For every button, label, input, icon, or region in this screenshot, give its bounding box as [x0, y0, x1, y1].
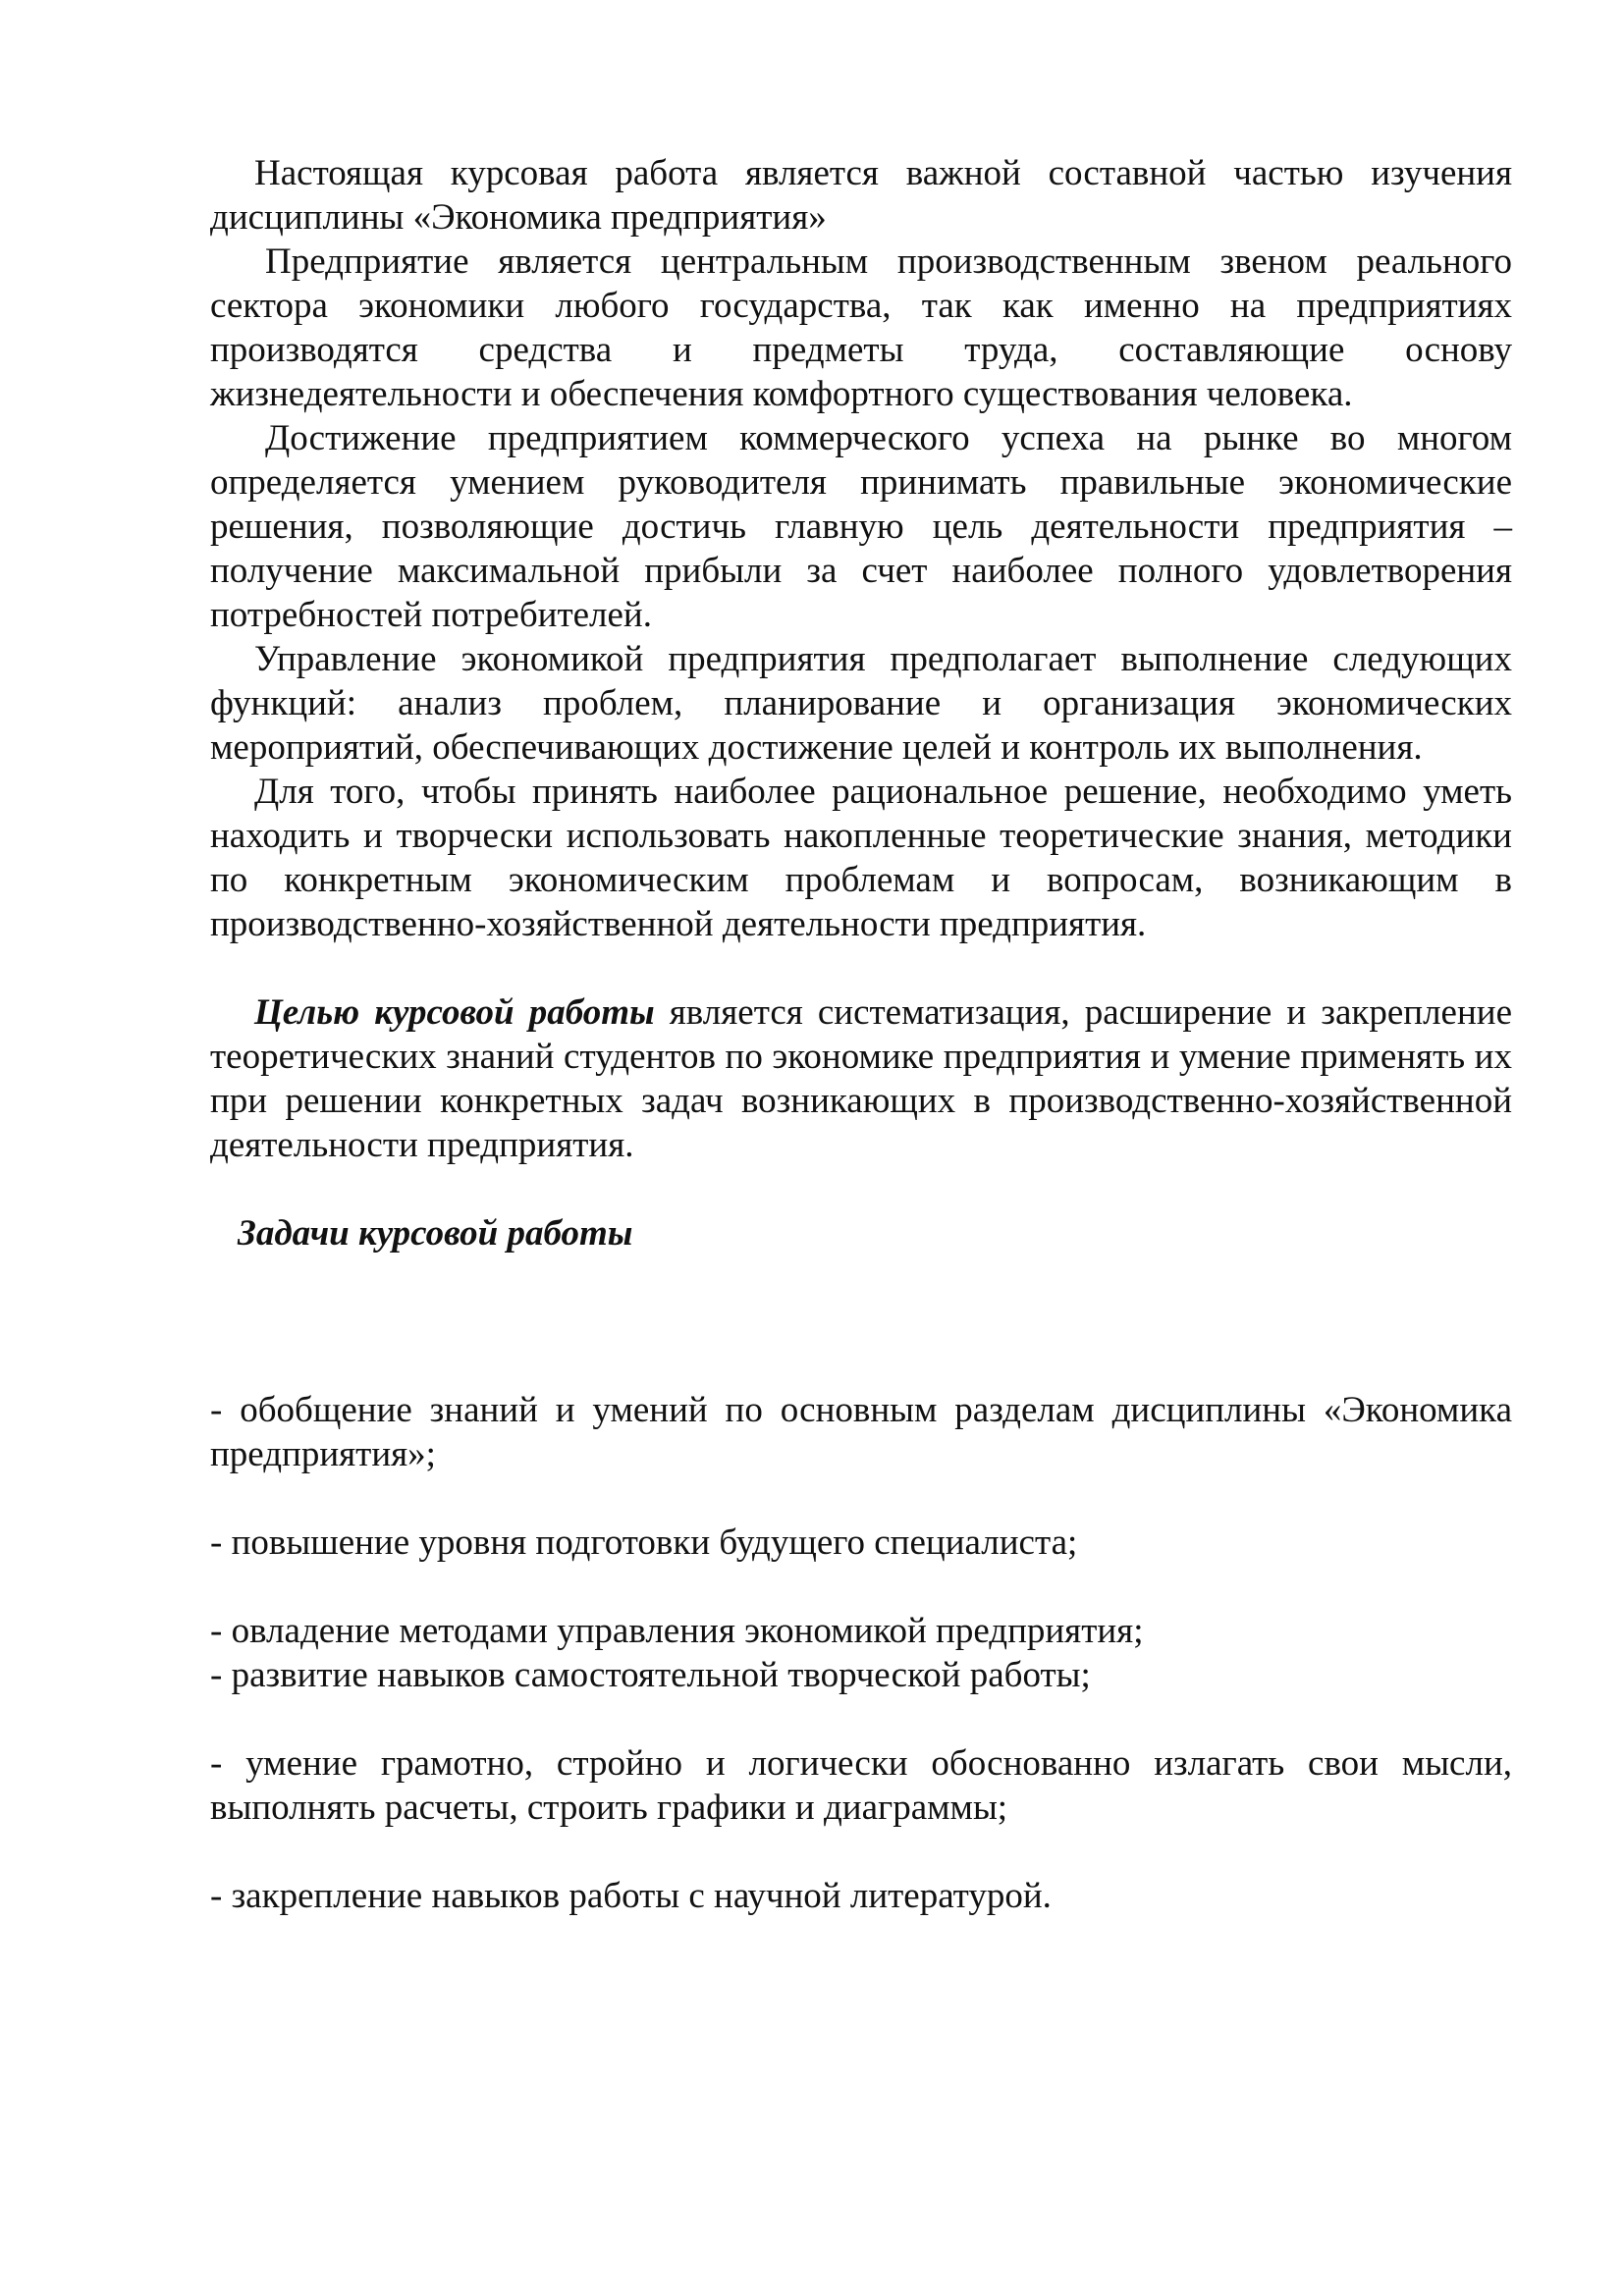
- goal-lead: Целью курсовой работы: [254, 992, 655, 1033]
- task-item: - закрепление навыков работы с научной литературой.: [210, 1876, 1052, 1916]
- task-item: - обобщение знаний и умений по основным разделам дисциплины «Экономика предприятия»;: [210, 1390, 1512, 1474]
- task-item: - развитие навыков самостоятельной творческой работы;: [210, 1655, 1091, 1695]
- task-item: - овладение методами управления экономикой предприятия;: [210, 1611, 1144, 1651]
- task-item: - умение грамотно, стройно и логически обоснованно излагать свои мысли, выполнять расчеты, строить графики и диаграммы;: [210, 1743, 1512, 1828]
- task-item: - повышение уровня подготовки будущего специалиста;: [210, 1522, 1078, 1563]
- goal-paragraph: [210, 990, 1512, 1167]
- intro-paragraph: Управление экономикой предприятия предполагает выполнение следующих функций: анализ проблем, планирование и организация экономических мероприятий, обеспечивающих достижение целей и контроль их выполнения.: [210, 639, 1512, 768]
- intro-paragraph: Предприятие является центральным производственным звеном реального сектора экономики любого государства, так как именно на предприятиях производятся средства и предметы труда, составляющие основу жизнедеятельности и обеспечения комфортного существования человека.: [210, 241, 1512, 414]
- tasks-heading: Задачи курсовой работы: [238, 1213, 633, 1254]
- intro-paragraph: Настоящая курсовая работа является важной составной частью изучения дисциплины «Экономика предприятия»: [210, 153, 1512, 238]
- intro-paragraph: Достижение предприятием коммерческого успеха на рынке во многом определяется умением руководителя принимать правильные экономические решения, позволяющие достичь главную цель деятельности предприятия – получение максимальной прибыли за счет наиболее полного удовлетворения потребностей потребителей.: [210, 418, 1512, 635]
- document-page: [210, 151, 1512, 1918]
- goal-text: является систематизация, расширение и закрепление теоретических знаний студентов по экономике предприятия и умение применять их при решении конкретных задач возникающих в производственно-хозяйственной деятельности предприятия.: [210, 992, 1512, 1165]
- intro-paragraph: Для того, чтобы принять наиболее рациональное решение, необходимо уметь находить и творчески использовать накопленные теоретические знания, методики по конкретным экономическим проблемам и вопросам, возникающим в производственно-хозяйственной деятельности предприятия.: [210, 772, 1512, 944]
